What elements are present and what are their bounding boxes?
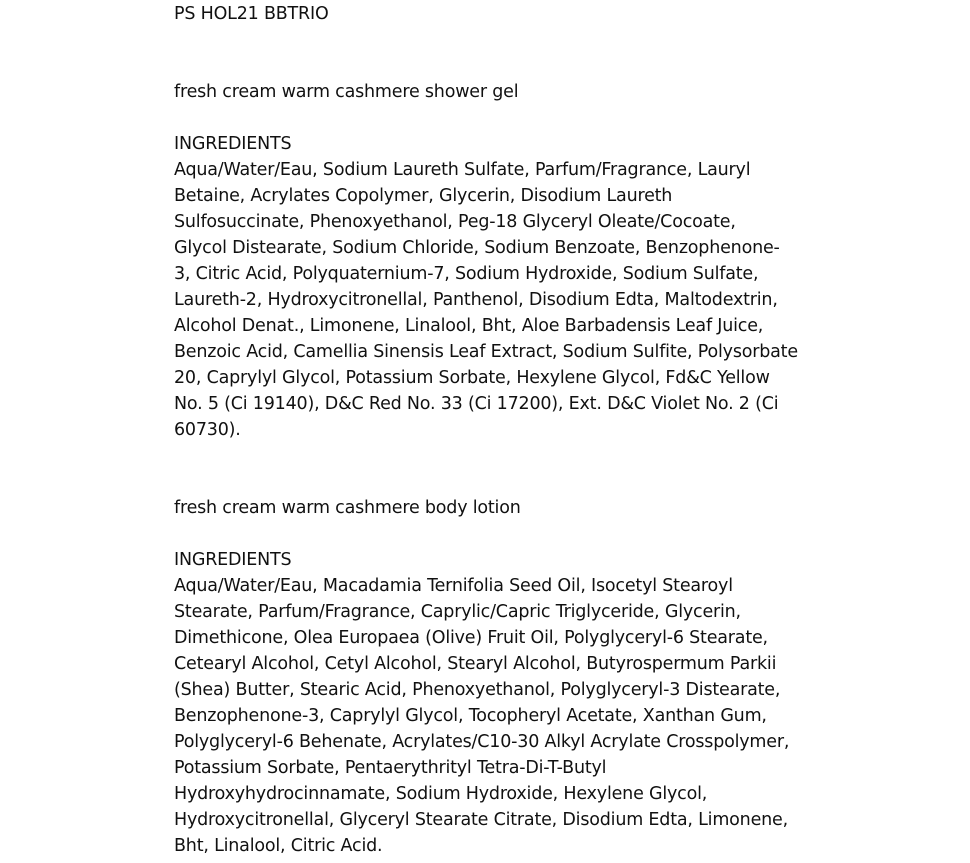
shower-gel-section — [174, 79, 804, 443]
product-title: fresh cream warm cashmere shower gel — [174, 82, 519, 102]
spacer — [174, 443, 804, 495]
spacer — [174, 105, 804, 131]
document-page — [174, 0, 804, 859]
ingredients-heading: INGREDIENTS — [174, 134, 292, 154]
product-title: fresh cream warm cashmere body lotion — [174, 498, 521, 518]
ingredients-list: Aqua/Water/Eau, Macadamia Ternifolia Seed Oil, Isocetyl Stearoyl Stearate, Parfum/Fragrance, Caprylic/Capric Triglyceride, Glycerin, Dimethicone, Olea Europaea (Olive) Fruit Oil, Polyglyceryl-6 Stearate, Cetearyl Alcohol, Cetyl Alcohol, Stearyl Alcohol, Butyrospermum Parkii (Shea) Butter, Stearic Acid, Phenoxyethanol, Polyglyceryl-3 Distearate, Benzophenone-3, Caprylyl Glycol, Tocopheryl Acetate, Xanthan Gum, Polyglyceryl-6 Behenate, Acrylates/C10-30 Alkyl Acrylate Crosspolymer, Potassium Sorbate, Pentaerythrityl Tetra-Di-T-Butyl Hydroxyhydrocinnamate, Sodium Hydroxide, Hexylene Glycol, Hydroxycitronellal, Glyceryl Stearate Citrate, Disodium Edta, Limonene, Bht, Linalool, Citric Acid. — [174, 576, 790, 856]
ingredients-heading: INGREDIENTS — [174, 550, 292, 570]
spacer — [174, 521, 804, 547]
spacer — [174, 27, 804, 79]
ingredients-list: Aqua/Water/Eau, Sodium Laureth Sulfate, Parfum/Fragrance, Lauryl Betaine, Acrylates Copolymer, Glycerin, Disodium Laureth Sulfosuccinate, Phenoxyethanol, Peg-18 Glyceryl Oleate/Cocoate, Glycol Distearate, Sodium Chloride, Sodium Benzoate, Benzophenone- 3, Citric Acid, Polyquaternium-7, Sodium Hydroxide, Sodium Sulfate, Laureth-2, Hydroxycitronellal, Panthenol, Disodium Edta, Maltodextrin, Alcohol Denat., Limonene, Linalool, Bht, Aloe Barbadensis Leaf Juice, Benzoic Acid, Camellia Sinensis Leaf Extract, Sodium Sulfite, Polysorbate 20, Caprylyl Glycol, Potassium Sorbate, Hexylene Glycol, Fd&C Yellow No. 5 (Ci 19140), D&C Red No. 33 (Ci 17200), Ext. D&C Violet No. 2 (Ci 60730). — [174, 160, 798, 440]
body-lotion-section — [174, 495, 804, 859]
document-code: PS HOL21 BBTRIO — [174, 4, 329, 24]
